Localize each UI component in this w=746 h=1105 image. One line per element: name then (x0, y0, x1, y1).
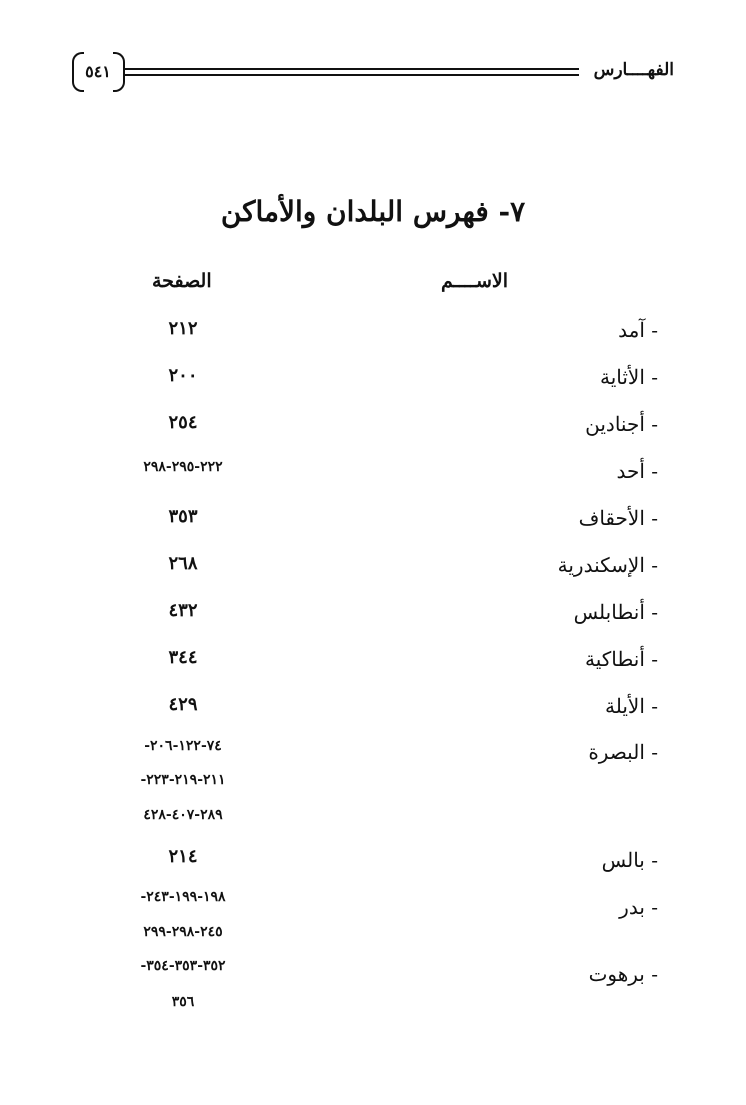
section-title: ٧- فهرس البلدان والأماكن (220, 195, 526, 228)
page-reference: ٢٥٤ (168, 412, 198, 433)
place-name: - أحد (616, 459, 658, 483)
page-reference: ٢١٤ (168, 846, 198, 867)
place-name: - أنطابلس (573, 600, 658, 624)
running-title: الفهــــارس (593, 60, 674, 80)
page-reference: ٢٤٥-٢٩٨-٢٩٩ (143, 924, 223, 940)
place-name: - بدر (619, 895, 658, 919)
page-reference: ٢١٢ (168, 318, 198, 339)
page-number: ٥٤١ (85, 61, 111, 81)
place-name: - أنطاكية (584, 647, 658, 671)
page-reference: ٢٠٠ (168, 365, 198, 386)
page-reference: ٢٦٨ (168, 553, 198, 574)
page-reference: ٣٥٢-٣٥٣-٣٥٤- (140, 958, 226, 974)
page-reference: ٧٤-١٢٢-٢٠٦- (144, 738, 222, 754)
page-column-header: الصفحة (152, 270, 212, 292)
page-reference: ٣٤٤ (168, 647, 198, 668)
page-reference: ٤٣٢ (168, 600, 198, 621)
place-name: - الأثاية (599, 365, 658, 389)
name-column-header: الاســــم (441, 270, 508, 292)
place-name: - الأحقاف (578, 506, 658, 530)
page-reference: ٢٢٢-٢٩٥-٢٩٨ (143, 459, 223, 475)
page-reference: ١٩٨-١٩٩-٢٤٣- (140, 889, 226, 905)
page-reference: ٢٨٩-٤٠٧-٤٢٨ (143, 807, 223, 823)
place-name: - برهوت (588, 962, 658, 986)
place-name: - الأيلة (605, 694, 658, 718)
place-name: - الإسكندرية (557, 553, 658, 577)
header-rule (123, 68, 579, 70)
page-reference: ٤٢٩ (168, 694, 198, 715)
place-name: - بالس (601, 848, 658, 872)
header-rule (123, 74, 579, 76)
page-reference: ٣٥٣ (168, 506, 198, 527)
place-name: - أجنادين (585, 412, 658, 436)
page-reference: ٣٥٦ (171, 994, 195, 1010)
place-name: - آمد (618, 318, 658, 342)
place-name: - البصرة (588, 740, 658, 764)
page-reference: ٢١١-٢١٩-٢٢٣- (140, 772, 226, 788)
